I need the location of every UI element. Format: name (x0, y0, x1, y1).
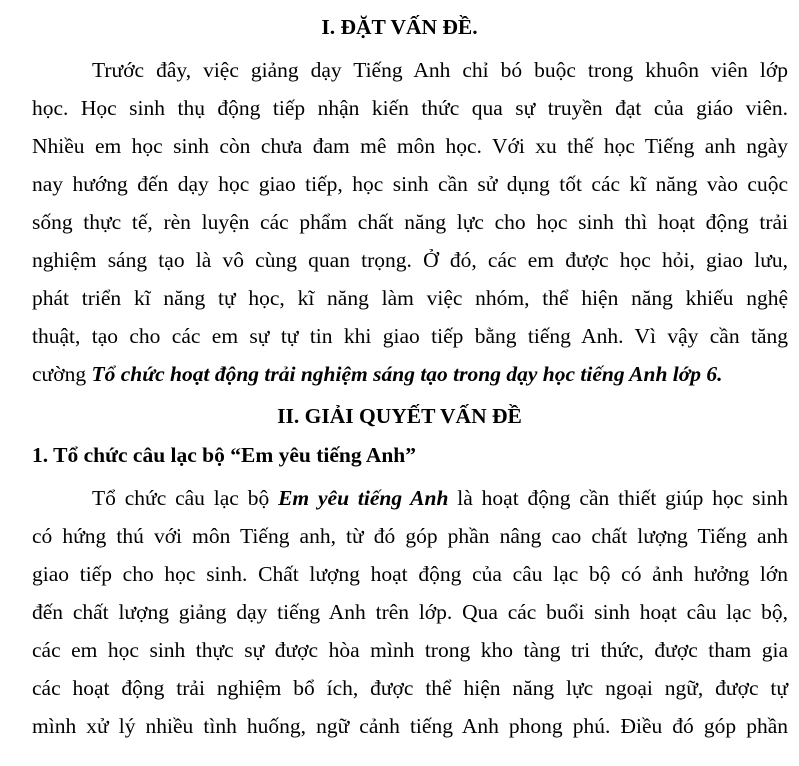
paragraph-last-line (32, 361, 723, 387)
paragraph-line: sống thực tế, rèn luyện các phẩm chất năng lực cho học sinh thì hoạt động trải (32, 210, 788, 234)
paragraph-line: học. Học sinh thụ động tiếp nhận kiến thức qua sự truyền đạt của giáo viên. (32, 96, 788, 120)
paragraph-text: Tổ chức câu lạc bộ (92, 486, 279, 510)
emphasis-title: Tổ chức hoạt động trải nghiệm sáng tạo trong dạy học tiếng Anh lớp 6. (91, 362, 723, 386)
paragraph-line: đến chất lượng giảng dạy tiếng Anh trên lớp. Qua các buổi sinh hoạt câu lạc bộ, (32, 600, 788, 624)
paragraph-line: giao tiếp cho học sinh. Chất lượng hoạt động của câu lạc bộ có ảnh hưởng lớn (32, 562, 788, 586)
paragraph-line: thuật, tạo cho các em sự tự tin khi giao tiếp bằng tiếng Anh. Vì vậy cần tăng (32, 324, 788, 348)
paragraph-line: các em học sinh thực sự được hòa mình trong kho tàng tri thức, được tham gia (32, 638, 788, 662)
paragraph-line: nghiệm sáng tạo là vô cùng quan trọng. Ở đó, các em được học hỏi, giao lưu, (32, 248, 788, 272)
section-heading-2: II. GIẢI QUYẾT VẤN ĐỀ (277, 404, 522, 428)
paragraph-line: phát triển kĩ năng tự học, kĩ năng làm việc nhóm, thể hiện năng khiếu nghệ (32, 286, 788, 310)
paragraph-line: Nhiều em học sinh còn chưa đam mê môn học. Với xu thế học Tiếng anh ngày (32, 134, 788, 158)
paragraph-line: mình xử lý nhiều tình huống, ngữ cảnh tiếng Anh phong phú. Điều đó góp phần (32, 714, 788, 738)
paragraph-first-line (92, 485, 788, 511)
subsection-heading: 1. Tổ chức câu lạc bộ “Em yêu tiếng Anh” (32, 443, 417, 467)
paragraph-line: các hoạt động trải nghiệm bổ ích, được thể hiện năng lực ngoại ngữ, được tự (32, 676, 788, 700)
paragraph-line: có hứng thú với môn Tiếng anh, từ đó góp phần nâng cao chất lượng Tiếng anh (32, 524, 788, 548)
section-heading-1: I. ĐẶT VẤN ĐỀ. (321, 15, 478, 39)
paragraph-line: Trước đây, việc giảng dạy Tiếng Anh chỉ bó buộc trong khuôn viên lớp (92, 58, 788, 82)
paragraph-text: cường (32, 362, 92, 386)
paragraph-line: nay hướng đến dạy học giao tiếp, học sinh cần sử dụng tốt các kĩ năng vào cuộc (32, 172, 788, 196)
emphasis-club-name: Em yêu tiếng Anh (278, 486, 449, 510)
paragraph-text: là hoạt động cần thiết giúp học sinh (448, 486, 789, 510)
